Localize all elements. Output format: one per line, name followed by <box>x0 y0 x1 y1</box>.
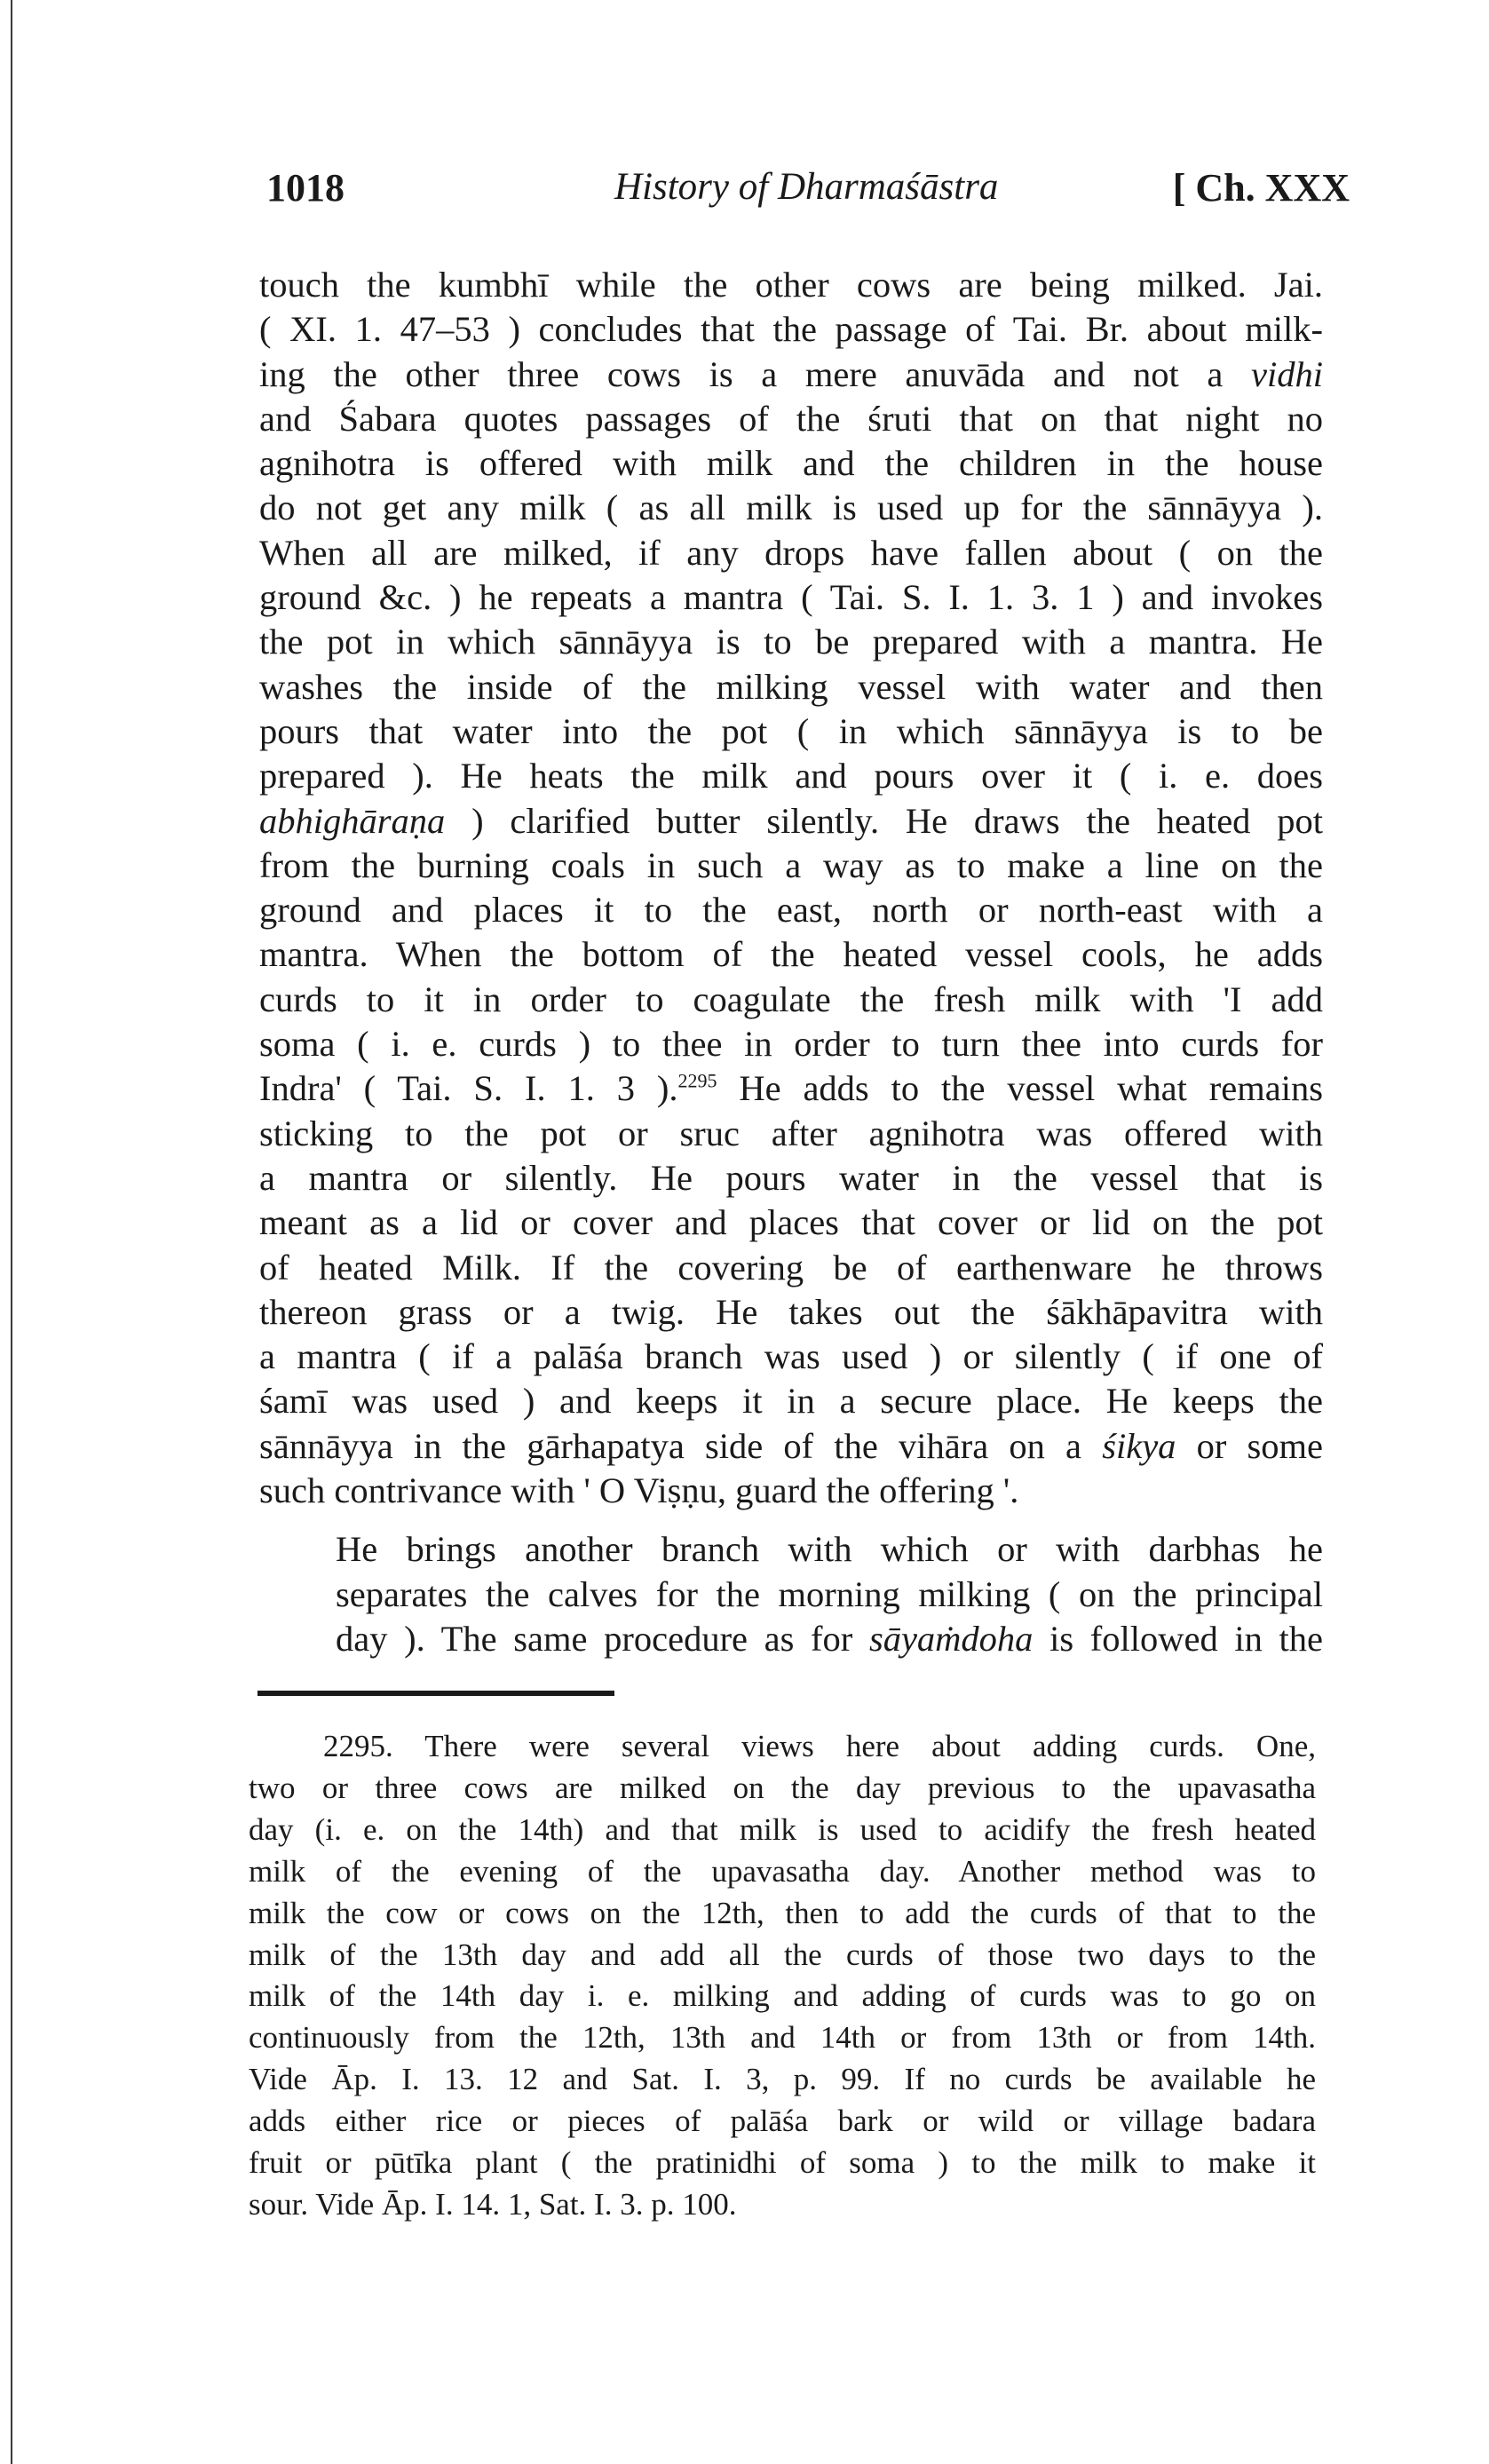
footnote-line: continuously from the 12th, 13th and 14th or from 13th or from 14th. <box>249 2020 1316 2056</box>
text-line: When all are milked, if any drops have fallen about ( on the <box>259 532 1323 573</box>
text-line: washes the inside of the milking vessel with water and then <box>259 666 1323 707</box>
text-line: pours that water into the pot ( in which sānnāyya is to be <box>259 710 1323 751</box>
text-line: prepared ). He heats the milk and pours over it ( i. e. does <box>259 756 1323 796</box>
footnote-line: sour. Vide Āp. I. 14. 1, Sat. I. 3. p. 100. <box>249 2186 737 2222</box>
text-line: agnihotra is offered with milk and the children in the house <box>259 443 1323 484</box>
text-segment: He adds to the vessel what remains <box>739 1068 1323 1109</box>
paragraph <box>259 1527 1323 1661</box>
footnote-marker: 2295 <box>677 1069 717 1092</box>
paragraph <box>259 263 1323 1513</box>
running-title: History of Dharmaśāstra <box>614 166 999 208</box>
text-segment: Indra' ( Tai. S. I. 1. 3 ). <box>259 1068 678 1109</box>
text-line: meant as a lid or cover and places that cover or lid on the pot <box>259 1202 1323 1243</box>
text-line: ( XI. 1. 47–53 ) concludes that the passage of Tai. Br. about milk- <box>259 309 1323 350</box>
italic-term: śikya <box>1102 1425 1176 1466</box>
footnote-separator <box>257 1691 614 1696</box>
chapter-reference: [ Ch. XXX <box>1172 166 1350 210</box>
text-line: day ). The same procedure as for sāyaṁdoha is followed in the <box>336 1618 1323 1659</box>
text-line: a mantra ( if a palāśa branch was used ) or silently ( if one of <box>259 1336 1323 1377</box>
text-line: touch the kumbhī while the other cows are being milked. Jai. <box>259 265 1323 305</box>
text-line: ground and places it to the east, north or north-east with a <box>259 890 1323 931</box>
text-line: do not get any milk ( as all milk is used up for the sānnāyya ). <box>259 487 1323 528</box>
text-line: ing the other three cows is a mere anuvāda and not a vidhi <box>259 353 1323 394</box>
text-line: ground &c. ) he repeats a mantra ( Tai. S. I. 1. 3. 1 ) and invokes <box>259 577 1323 618</box>
text-line: mantra. When the bottom of the heated vessel cools, he adds <box>259 934 1323 975</box>
footnote-line: milk the cow or cows on the 12th, then to add the curds of that to the <box>249 1895 1316 1930</box>
text-line: sticking to the pot or sruc after agnihotra was offered with <box>259 1113 1323 1153</box>
text-line: separates the calves for the morning milking ( on the principal <box>336 1573 1323 1614</box>
italic-term: vidhi <box>1251 353 1323 394</box>
text-line: curds to it in order to coagulate the fresh milk with 'I add <box>259 978 1323 1019</box>
footnote-line: milk of the 14th day i. e. milking and adding of curds was to go on <box>249 1978 1316 2014</box>
text-line: a mantra or silently. He pours water in the vessel that is <box>259 1157 1323 1198</box>
italic-term: abhighāraṇa <box>259 800 446 841</box>
italic-term: sāyaṁdoha <box>868 1618 1034 1659</box>
footnote-line: Vide Āp. I. 13. 12 and Sat. I. 3, p. 99. If no curds be available he <box>249 2062 1316 2097</box>
footnote-line: 2295. There were several views here about adding curds. One, <box>323 1729 1316 1763</box>
text-line: such contrivance with ' O Viṣṇu, guard the offering '. <box>259 1470 1019 1511</box>
text-line: soma ( i. e. curds ) to thee in order to turn thee into curds for <box>259 1024 1323 1065</box>
text-line: He brings another branch with which or with darbhas he <box>336 1529 1323 1570</box>
text-line: śamī was used ) and keeps it in a secure place. He keeps the <box>259 1381 1323 1422</box>
text-line <box>259 1066 1323 1111</box>
text-line: of heated Milk. If the covering be of earthenware he throws <box>259 1247 1323 1287</box>
footnote-line: two or three cows are milked on the day previous to the upavasatha <box>249 1770 1316 1805</box>
text-line: from the burning coals in such a way as to make a line on the <box>259 844 1323 885</box>
text-line: the pot in which sānnāyya is to be prepared with a mantra. He <box>259 622 1323 662</box>
main-text <box>259 263 1323 1661</box>
scan-margin-line <box>11 0 12 2464</box>
footnote-line: milk of the 13th day and add all the curds of those two days to the <box>249 1937 1316 1972</box>
footnote-line: day (i. e. on the 14th) and that milk is used to acidify the fresh heated <box>249 1811 1316 1847</box>
footnote <box>249 1726 1316 2226</box>
page-header <box>266 165 1350 222</box>
page-number: 1018 <box>266 166 345 210</box>
footnote-line: milk of the evening of the upavasatha day. Another method was to <box>249 1853 1316 1889</box>
text-line: abhighāraṇa ) clarified butter silently. He draws the heated pot <box>259 800 1323 841</box>
text-line: and Śabara quotes passages of the śruti that on that night no <box>259 398 1323 439</box>
footnote-line: adds either rice or pieces of palāśa bark or wild or village badara <box>249 2104 1316 2139</box>
text-line: sānnāyya in the gārhapatya side of the vihāra on a śikya or some <box>259 1425 1323 1466</box>
text-line: thereon grass or a twig. He takes out the śākhāpavitra with <box>259 1291 1323 1332</box>
footnote-line: fruit or pūtīka plant ( the pratinidhi of soma ) to the milk to make it <box>249 2145 1316 2181</box>
